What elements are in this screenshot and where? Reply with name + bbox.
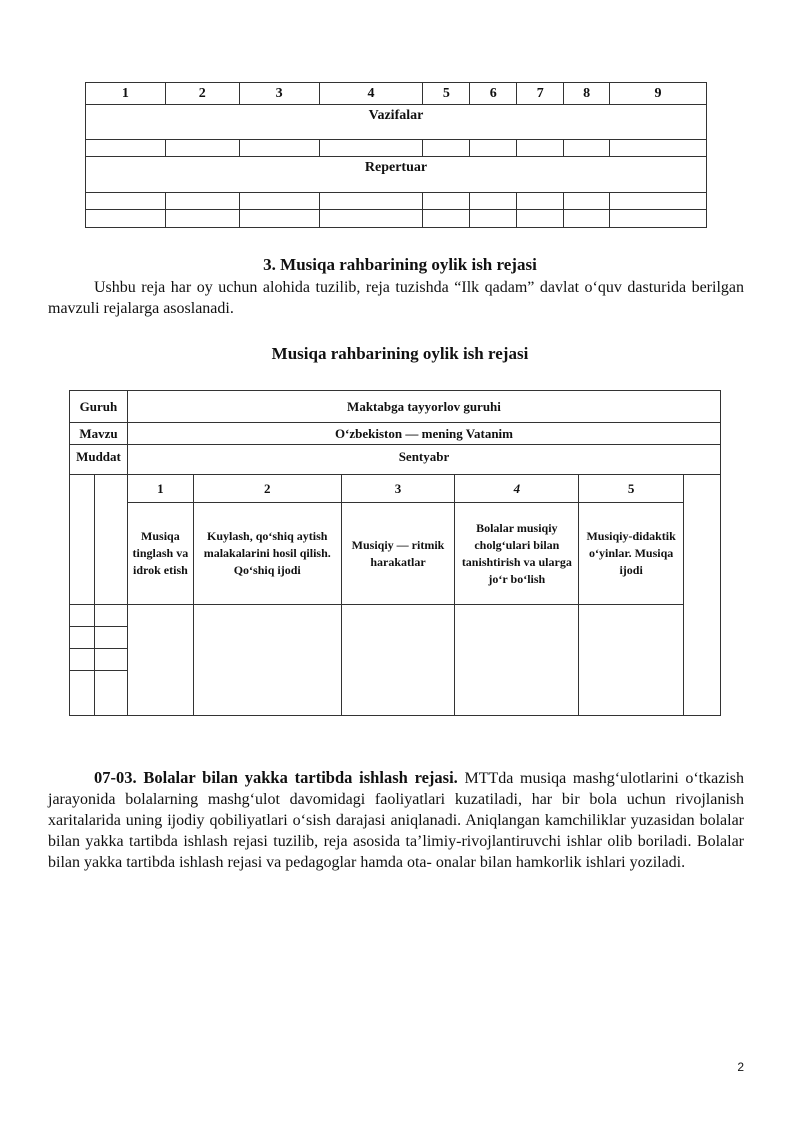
- activity-cell: Musiqiy-didaktik o‘yinlar. Musiqa ijodi: [579, 503, 684, 605]
- activity-cell: Bolalar musiqiy cholg‘ulari bilan tanishtirish va ularga jo‘r bo‘lish: [455, 503, 579, 605]
- section-heading: 3. Musiqa rahbarining oylik ish rejasi: [263, 255, 537, 274]
- page-number: 2: [737, 1060, 744, 1074]
- activity-cell: Musiqa tinglash va idrok etish: [127, 503, 193, 605]
- table-header-row: [86, 83, 707, 105]
- row-label: Mavzu: [70, 423, 128, 445]
- paragraph-text: MTTda musiqa mashg‘ulotlarini o‘tkazish jarayonida bolalarning mashg‘ulot davomidagi faoliyatlari kuzatiladi, har bir bola uchun rivojlanish xaritalarida uning ijodiy qobiliyatlari o‘sish darajasi aniqlanadi. Aniqlangan kamchiliklar yuzasidan bolalar bilan yakka tartibda ishlash rejasi tuzilib, reja asosida ta’limiy-rivojlantiruvchi ishlar olib boriladi. Bolalar bilan yakka tartibda ishlash rejasi va pedagoglar hamda ota- onalar bilan hamkorlik ishlari yoziladi.: [48, 770, 744, 871]
- column-number: 3: [239, 83, 319, 105]
- activity-cell: Musiqiy — ritmik harakatlar: [341, 503, 455, 605]
- row-value: O‘zbekiston — mening Vatanim: [127, 423, 720, 445]
- column-number: 7: [517, 83, 564, 105]
- section-vazifalar: Vazifalar: [86, 105, 707, 140]
- column-number: 1: [86, 83, 166, 105]
- column-number: 5: [579, 475, 684, 503]
- row-value: Maktabga tayyorlov guruhi: [127, 391, 720, 423]
- section-paragraph: Ushbu reja har oy uchun alohida tuzilib, reja tuzishda “Ilk qadam” davlat o‘quv dasturida berilgan mavzuli rejalarga asoslanadi.: [48, 279, 744, 317]
- repertoire-table: [85, 82, 707, 228]
- column-number: 4: [455, 475, 579, 503]
- column-number: 2: [165, 83, 239, 105]
- table-row: [86, 140, 707, 157]
- table-row: [70, 391, 721, 423]
- column-number: 2: [193, 475, 341, 503]
- section-repertuar: Repertuar: [86, 157, 707, 193]
- row-label: Guruh: [70, 391, 128, 423]
- paragraph-lead: 07-03. Bolalar bilan yakka tartibda ishlash rejasi.: [94, 768, 458, 787]
- column-number: 4: [319, 83, 423, 105]
- table-row: [86, 193, 707, 210]
- table-row: [70, 445, 721, 475]
- table-title: Musiqa rahbarining oylik ish rejasi: [271, 344, 529, 363]
- table-row: [86, 210, 707, 228]
- column-number: 5: [423, 83, 470, 105]
- table-row: [70, 503, 721, 605]
- column-number: 9: [610, 83, 707, 105]
- row-label: Muddat: [70, 445, 128, 475]
- table-row: [70, 423, 721, 445]
- row-value: Sentyabr: [127, 445, 720, 475]
- table-row: [70, 475, 721, 503]
- column-number: 3: [341, 475, 455, 503]
- column-number: 8: [564, 83, 610, 105]
- monthly-plan-table: [69, 390, 721, 716]
- activity-cell: Kuylash, qo‘shiq aytish malakalarini hosil qilish. Qo‘shiq ijodi: [193, 503, 341, 605]
- body-paragraph-0703: [48, 767, 744, 873]
- table-row: [70, 605, 721, 627]
- column-number: 1: [127, 475, 193, 503]
- column-number: 6: [470, 83, 517, 105]
